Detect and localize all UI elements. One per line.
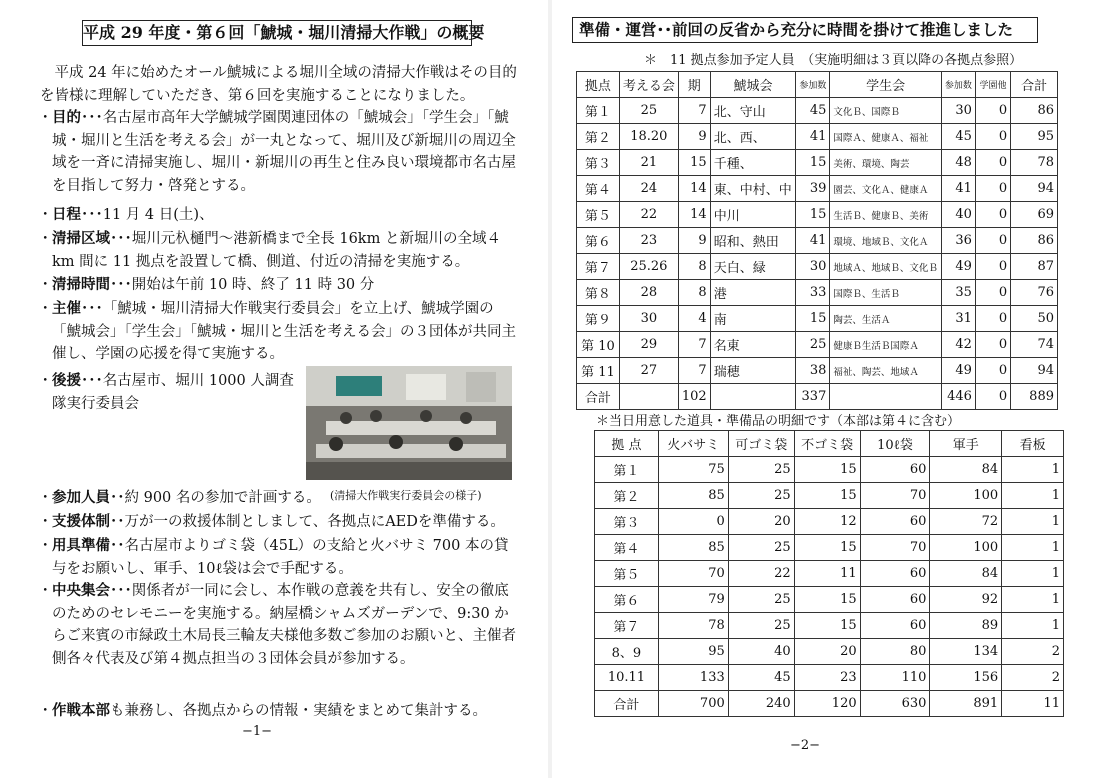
table-cell: 15	[794, 483, 860, 509]
item-head: 後援	[52, 372, 81, 389]
table-cell: 0	[975, 384, 1010, 410]
table-cell: 8、9	[595, 639, 659, 665]
table-cell: 天白、緑	[710, 254, 796, 280]
table-cell: 可ゴミ袋	[728, 431, 794, 457]
table-cell: 合計	[577, 384, 620, 410]
table-cell: 中川	[710, 202, 796, 228]
table-cell: 25	[728, 457, 794, 483]
table-cell: 国際Ａ、健康Ａ、福祉	[830, 124, 942, 150]
table-row	[577, 358, 1058, 384]
table-cell: 36	[941, 228, 975, 254]
table-cell: 学生会	[830, 72, 942, 98]
item-head: 作戦本部	[52, 702, 110, 719]
table-cell: 第１	[577, 98, 620, 124]
table-cell: 陶芸、生活Ａ	[830, 306, 942, 332]
table-cell: 889	[1011, 384, 1058, 410]
table-cell: 89	[930, 613, 1002, 639]
table-cell: 94	[1011, 176, 1058, 202]
item-sep: ･･･	[110, 583, 132, 599]
item-area: ・ 清掃区域･･･堀川元杁樋門～港新橋まで全長 16km と新堀川の全域４km 間に 11 拠点を設置して橋、側道、付近の清掃を実施する。	[38, 230, 501, 270]
table-cell: 北、西、	[710, 124, 796, 150]
table-cell: 第６	[577, 228, 620, 254]
table-cell: 700	[658, 691, 728, 717]
table-cell: 第３	[595, 509, 659, 535]
table-cell: 45	[728, 665, 794, 691]
table-cell: 30	[941, 98, 975, 124]
table-cell: 1	[1002, 483, 1064, 509]
table-cell: 35	[941, 280, 975, 306]
table-cell: 0	[975, 254, 1010, 280]
table-cell: 15	[796, 150, 830, 176]
table-cell: 8	[678, 280, 710, 306]
table-cell: 20	[794, 639, 860, 665]
intro-paragraph: 平成 24 年に始めたオール鯱城による堀川全域の清掃大作戦はその目的を皆様に理解していただき、第６回を実施することになりました。	[40, 65, 517, 104]
table-cell: 15	[794, 535, 860, 561]
item-body: 約 900 名の参加で計画する。	[124, 490, 321, 506]
equipment-table-body	[595, 431, 1064, 717]
table-cell: 240	[728, 691, 794, 717]
table-cell: 北、守山	[710, 98, 796, 124]
table-cell: 1	[1002, 587, 1064, 613]
table-cell: 60	[860, 561, 930, 587]
table-row	[595, 561, 1064, 587]
table-cell: 南	[710, 306, 796, 332]
table-cell: 4	[678, 306, 710, 332]
page-number: −2−	[790, 738, 821, 753]
table-cell: 27	[619, 358, 678, 384]
participants-table	[576, 71, 1058, 410]
item-headquarters: ・ 作戦本部も兼務し、各拠点からの情報・実績をまとめて集計する。	[38, 702, 487, 719]
table-cell: 1	[1002, 509, 1064, 535]
table-cell: 60	[860, 613, 930, 639]
table-cell: 70	[658, 561, 728, 587]
table-row	[595, 587, 1064, 613]
table-cell: 7	[678, 358, 710, 384]
table-cell: 30	[619, 306, 678, 332]
participants-subheading: ＊ 11 拠点参加予定人員 （実施明細は３頁以降の各拠点参照）	[644, 53, 1023, 68]
table-cell: 園芸、文化Ａ、健康Ａ	[830, 176, 942, 202]
table-row	[577, 254, 1058, 280]
table-cell: 50	[1011, 306, 1058, 332]
table-cell: 94	[1011, 358, 1058, 384]
meeting-photo-illustration	[306, 366, 512, 480]
table-cell: 第５	[595, 561, 659, 587]
table-cell: 福祉、陶芸、地域Ａ	[830, 358, 942, 384]
item-head: 用具準備	[52, 537, 110, 554]
table-cell: 第４	[577, 176, 620, 202]
table-cell: 考える会	[619, 72, 678, 98]
table-cell: 11	[794, 561, 860, 587]
table-cell: 9	[678, 228, 710, 254]
table-cell: 第 11	[577, 358, 620, 384]
table-cell: 8	[678, 254, 710, 280]
table-cell: 環境、地域Ｂ、文化Ａ	[830, 228, 942, 254]
table-cell	[830, 384, 942, 410]
table-cell	[710, 384, 796, 410]
table-cell: 25	[728, 613, 794, 639]
table-cell: 74	[1011, 332, 1058, 358]
table-cell: 瑞穂	[710, 358, 796, 384]
table-cell: 60	[860, 509, 930, 535]
table-cell: 火バサミ	[658, 431, 728, 457]
table-row	[577, 150, 1058, 176]
page-number: −1−	[242, 724, 273, 739]
table-cell: 41	[796, 228, 830, 254]
item-time: ・ 清掃時間･･･開始は午前 10 時、終了 11 時 30 分	[38, 276, 375, 293]
table-row	[595, 535, 1064, 561]
table-cell: 40	[728, 639, 794, 665]
item-body: 関係者が一同に会し、本作戦の意義を共有し、安全の徹底のためのセレモニーを実施する。納屋橋シャムズガーデンで、9:30 からご来賓の市緑政土木局長三輪友夫様他多数ご参加のお願いと、主催者側各々代表及び第４拠点担当の３団体会員が参加する。	[52, 583, 516, 667]
table-cell: 14	[678, 202, 710, 228]
table-cell: 60	[860, 587, 930, 613]
table-cell: 第 10	[577, 332, 620, 358]
table-cell: 38	[796, 358, 830, 384]
table-cell: 18.20	[619, 124, 678, 150]
page-title: 平成 29 年度・第６回「鯱城・堀川清掃大作戦」の概要	[82, 20, 472, 46]
table-cell: 134	[930, 639, 1002, 665]
table-cell: 76	[1011, 280, 1058, 306]
table-cell: 48	[941, 150, 975, 176]
table-row	[577, 176, 1058, 202]
item-sep: ･･･	[81, 207, 103, 223]
item-sep: ･･	[110, 514, 125, 530]
table-row	[595, 665, 1064, 691]
item-body: 名古屋市高年大学鯱城学園関連団体の「鯱城会」「学生会」「鯱城・堀川と生活を考える会」が一丸となって、堀川及び新堀川の周辺全域を一斉に清掃実施し、堀川・新堀川の再生と住み良い環境都市名古屋を目指して努力・啓発とする。	[52, 110, 516, 194]
table-cell: 10ℓ袋	[860, 431, 930, 457]
table-cell: 49	[941, 254, 975, 280]
table-cell: 第５	[577, 202, 620, 228]
table-cell: 21	[619, 150, 678, 176]
table-cell: 第２	[595, 483, 659, 509]
item-central-meeting: ・ 中央集会･･･関係者が一同に会し、本作戦の意義を共有し、安全の徹底のためのセレモニーを実施する。納屋橋シャムズガーデンで、9:30 からご来賓の市緑政土木局長三輪友夫様他多数ご参加のお願いと、主催者側各々代表及び第４拠点担当の３団体会員が参加する。	[38, 582, 516, 667]
table-cell: 25	[619, 98, 678, 124]
table-cell: 85	[658, 483, 728, 509]
item-head: 参加人員	[52, 489, 110, 506]
table-cell: 78	[658, 613, 728, 639]
table-cell: 期	[678, 72, 710, 98]
table-cell: 84	[930, 561, 1002, 587]
table-cell: 健康Ｂ生活Ｂ国際Ａ	[830, 332, 942, 358]
table-cell: 文化Ｂ、国際Ｂ	[830, 98, 942, 124]
item-body: 「鯱城・堀川清掃大作戦実行委員会」を立上げ、鯱城学園の「鯱城会」「学生会」「鯱城・堀川と生活を考える会」の３団体が共同主催し、学園の応援を得て実施する。	[52, 301, 516, 362]
table-cell: 0	[975, 98, 1010, 124]
table-cell: 1	[1002, 535, 1064, 561]
table-cell: 102	[678, 384, 710, 410]
table-cell: 国際Ｂ、生活Ｂ	[830, 280, 942, 306]
item-head: 主催	[52, 300, 81, 317]
page-title: 準備・運営･･前回の反省から充分に時間を掛けて推進しました	[572, 17, 1038, 43]
table-cell: 24	[619, 176, 678, 202]
table-cell: 学園他	[975, 72, 1010, 98]
table-row	[595, 613, 1064, 639]
table-cell: 参加数	[941, 72, 975, 98]
table-cell	[619, 384, 678, 410]
table-cell: 100	[930, 535, 1002, 561]
table-row	[577, 202, 1058, 228]
item-body: 名古屋市、堀川 1000 人調査隊実行委員会	[52, 373, 294, 412]
table-cell: 1	[1002, 457, 1064, 483]
table-cell: 23	[619, 228, 678, 254]
table-cell: 78	[1011, 150, 1058, 176]
item-head: 中央集会	[52, 582, 110, 599]
item-head: 清掃時間	[52, 276, 110, 293]
table-cell: 第７	[595, 613, 659, 639]
table-cell: 630	[860, 691, 930, 717]
table-cell: 95	[1011, 124, 1058, 150]
table-cell: 337	[796, 384, 830, 410]
meeting-photo	[306, 366, 512, 480]
table-cell: 891	[930, 691, 1002, 717]
table-cell: 第６	[595, 587, 659, 613]
item-body: 万が一の救援体制としまして、各拠点にAEDを準備する。	[124, 514, 505, 530]
table-cell: 100	[930, 483, 1002, 509]
table-cell: 9	[678, 124, 710, 150]
table-cell: 軍手	[930, 431, 1002, 457]
item-head: 目的	[52, 109, 81, 126]
table-cell: 25	[796, 332, 830, 358]
table-cell: 0	[975, 358, 1010, 384]
table-cell: 20	[728, 509, 794, 535]
table-cell: 名東	[710, 332, 796, 358]
item-body: 堀川元杁樋門～港新橋まで全長 16km と新堀川の全域４km 間に 11 拠点を設置して橋、側道、付近の清掃を実施する。	[52, 231, 501, 270]
table-cell: 15	[796, 306, 830, 332]
item-sep: ･･･	[81, 373, 103, 389]
table-cell: 120	[794, 691, 860, 717]
table-cell: 85	[658, 535, 728, 561]
item-organizer: ・ 主催･･･「鯱城・堀川清掃大作戦実行委員会」を立上げ、鯱城学園の「鯱城会」「学生会」「鯱城・堀川と生活を考える会」の３団体が共同主催し、学園の応援を得て実施する。	[38, 300, 516, 362]
table-cell: 25	[728, 535, 794, 561]
table-cell: 84	[930, 457, 1002, 483]
table-cell: 第４	[595, 535, 659, 561]
table-row	[577, 124, 1058, 150]
table-cell: 地域Ａ、地域Ｂ、文化Ｂ	[830, 254, 942, 280]
table-row	[577, 228, 1058, 254]
table-cell: 87	[1011, 254, 1058, 280]
table-cell: 0	[975, 202, 1010, 228]
table-cell: 1	[1002, 561, 1064, 587]
item-head: 支援体制	[52, 513, 110, 530]
table-total-row	[595, 691, 1064, 717]
table-header-row	[577, 72, 1058, 98]
item-purpose: ・ 目的･･･名古屋市高年大学鯱城学園関連団体の「鯱城会」「学生会」「鯱城・堀川と生活を考える会」が一丸となって、堀川及び新堀川の周辺全域を一斉に清掃実施し、堀川・新堀川の再生と住み良い環境都市名古屋を目指して努力・啓発とする。	[38, 109, 516, 194]
table-cell: 79	[658, 587, 728, 613]
table-cell: 0	[975, 306, 1010, 332]
item-sep: ･･･	[110, 277, 132, 293]
item-sep: ･･	[110, 538, 125, 554]
right-page	[552, 0, 1100, 778]
table-cell: 0	[975, 332, 1010, 358]
table-cell: 参加数	[796, 72, 830, 98]
table-cell: 東、中村、中	[710, 176, 796, 202]
table-cell: 合計	[1011, 72, 1058, 98]
table-cell: 86	[1011, 98, 1058, 124]
table-cell: 70	[860, 535, 930, 561]
item-body: も兼務し、各拠点からの情報・実績をまとめて集計する。	[110, 703, 487, 719]
table-cell: 22	[619, 202, 678, 228]
table-total-row	[577, 384, 1058, 410]
table-row	[577, 306, 1058, 332]
table-cell: 千種、	[710, 150, 796, 176]
item-schedule: ・ 日程･･･11 月 4 日(土)、	[38, 206, 214, 223]
table-cell: 25	[728, 587, 794, 613]
table-cell: 第８	[577, 280, 620, 306]
table-cell: 60	[860, 457, 930, 483]
table-cell: 41	[941, 176, 975, 202]
table-cell: 7	[678, 332, 710, 358]
table-cell: 49	[941, 358, 975, 384]
table-cell: 港	[710, 280, 796, 306]
table-cell: 45	[941, 124, 975, 150]
item-sep: ･･･	[110, 231, 132, 247]
table-cell: 拠 点	[595, 431, 659, 457]
table-cell: 40	[941, 202, 975, 228]
photo-caption: (清掃大作戦実行委員会の様子)	[330, 489, 482, 502]
table-cell: 86	[1011, 228, 1058, 254]
table-cell: 15	[794, 457, 860, 483]
item-equipment: ・ 用具準備･･名古屋市よりゴミ袋（45L）の支給と火バサミ 700 本の貸与をお願いし、軍手、10ℓ袋は会で手配する。	[38, 537, 509, 577]
table-row	[595, 509, 1064, 535]
table-cell: 第１	[595, 457, 659, 483]
table-cell: 28	[619, 280, 678, 306]
table-cell: 29	[619, 332, 678, 358]
table-cell: 42	[941, 332, 975, 358]
item-sep: ･･	[110, 490, 125, 506]
table-cell: 美術、環境、陶芸	[830, 150, 942, 176]
item-support: ・ 支援体制･･万が一の救援体制としまして、各拠点にAEDを準備する。	[38, 513, 505, 530]
table-cell: 92	[930, 587, 1002, 613]
table-cell: 33	[796, 280, 830, 306]
table-row	[577, 280, 1058, 306]
item-body: 名古屋市よりゴミ袋（45L）の支給と火バサミ 700 本の貸与をお願いし、軍手、10ℓ袋は会で手配する。	[52, 538, 509, 577]
table-cell: 30	[796, 254, 830, 280]
equipment-subheading: ＊当日用意した道具・準備品の明細です（本部は第４に含む）	[596, 414, 961, 429]
table-cell: 1	[1002, 613, 1064, 639]
item-body: 11 月 4 日(土)、	[102, 207, 214, 223]
table-cell: 生活Ｂ、健康Ｂ、美術	[830, 202, 942, 228]
table-cell: 39	[796, 176, 830, 202]
table-cell: 80	[860, 639, 930, 665]
left-page	[0, 0, 548, 778]
table-header-row	[595, 431, 1064, 457]
table-cell: 15	[794, 613, 860, 639]
table-cell: 不ゴミ袋	[794, 431, 860, 457]
table-cell: 10.11	[595, 665, 659, 691]
table-cell: 0	[975, 280, 1010, 306]
table-cell: 11	[1002, 691, 1064, 717]
table-cell: 0	[975, 176, 1010, 202]
table-cell: 15	[794, 587, 860, 613]
table-cell: 第７	[577, 254, 620, 280]
table-cell: 15	[678, 150, 710, 176]
table-cell: 25.26	[619, 254, 678, 280]
table-cell: 鯱城会	[710, 72, 796, 98]
item-body: 開始は午前 10 時、終了 11 時 30 分	[131, 277, 375, 293]
table-cell: 25	[728, 483, 794, 509]
participants-table-body	[577, 72, 1058, 410]
table-cell: 45	[796, 98, 830, 124]
table-cell: 156	[930, 665, 1002, 691]
item-head: 日程	[52, 206, 81, 223]
table-row	[595, 483, 1064, 509]
table-cell: 第２	[577, 124, 620, 150]
table-cell: 15	[796, 202, 830, 228]
table-cell: 23	[794, 665, 860, 691]
table-cell: 合計	[595, 691, 659, 717]
table-cell: 22	[728, 561, 794, 587]
item-sep: ･･･	[81, 110, 103, 126]
table-cell: 第９	[577, 306, 620, 332]
table-cell: 110	[860, 665, 930, 691]
table-cell: 69	[1011, 202, 1058, 228]
table-cell: 72	[930, 509, 1002, 535]
table-cell: 41	[796, 124, 830, 150]
table-cell: 看板	[1002, 431, 1064, 457]
table-cell: 拠点	[577, 72, 620, 98]
table-cell: 0	[975, 228, 1010, 254]
item-sep: ･･･	[81, 301, 103, 317]
table-cell: 12	[794, 509, 860, 535]
table-cell: 70	[860, 483, 930, 509]
table-cell: 0	[658, 509, 728, 535]
table-row	[595, 457, 1064, 483]
table-cell: 14	[678, 176, 710, 202]
table-cell: 75	[658, 457, 728, 483]
table-cell: 0	[975, 124, 1010, 150]
item-sponsor: ・ 後援･･･名古屋市、堀川 1000 人調査隊実行委員会	[38, 372, 294, 412]
table-row	[577, 98, 1058, 124]
table-cell: 31	[941, 306, 975, 332]
table-cell: 昭和、熱田	[710, 228, 796, 254]
table-cell: 0	[975, 150, 1010, 176]
equipment-table	[594, 430, 1064, 717]
table-row	[595, 639, 1064, 665]
item-participants: ・ 参加人員･･約 900 名の参加で計画する。	[38, 489, 321, 506]
item-head: 清掃区域	[52, 230, 110, 247]
table-cell: 7	[678, 98, 710, 124]
table-cell: 2	[1002, 639, 1064, 665]
table-cell: 446	[941, 384, 975, 410]
table-cell: 133	[658, 665, 728, 691]
table-cell: 95	[658, 639, 728, 665]
table-cell: 2	[1002, 665, 1064, 691]
table-cell: 第３	[577, 150, 620, 176]
table-row	[577, 332, 1058, 358]
